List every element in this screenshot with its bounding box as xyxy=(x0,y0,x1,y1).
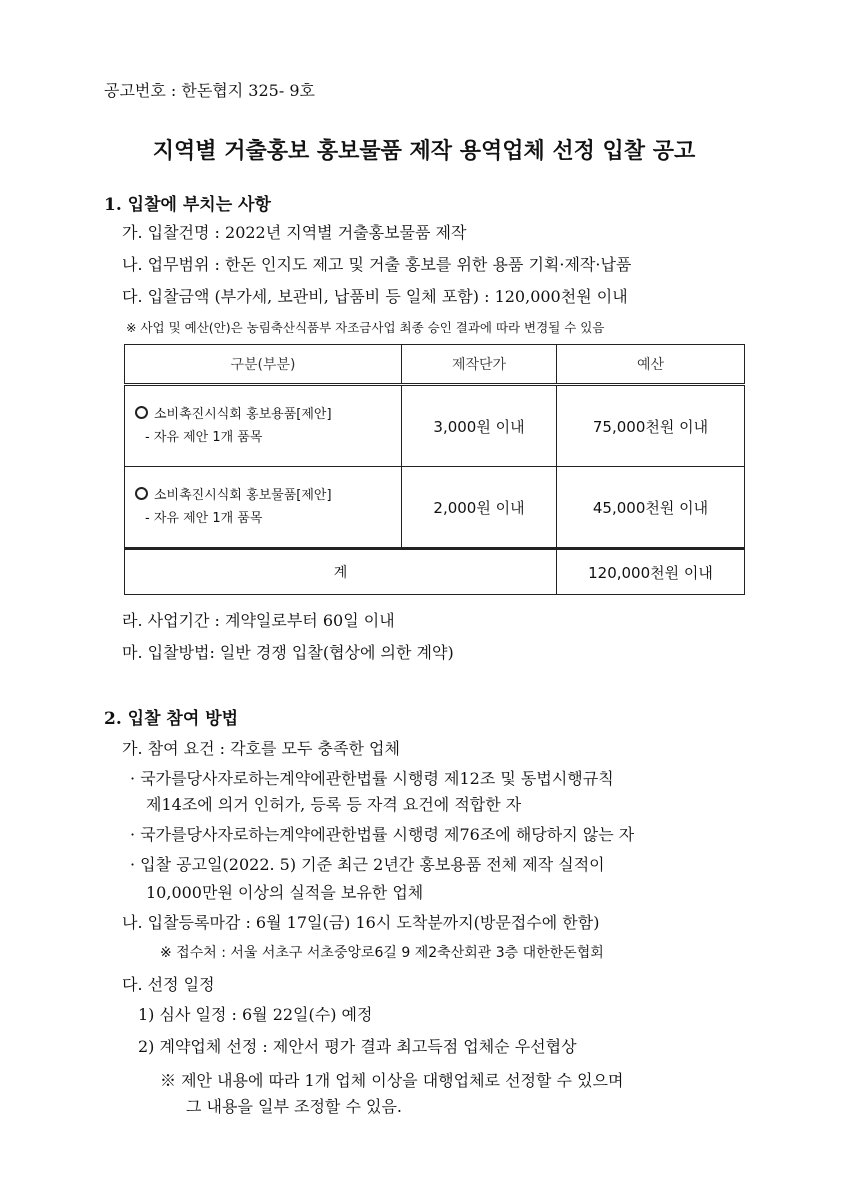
row-unit-price: 2,000원 이내 xyxy=(402,467,557,549)
table-header-row xyxy=(125,345,745,385)
project-period: 라. 사업기간 : 계약일로부터 60일 이내 xyxy=(122,611,395,630)
row-item-cell xyxy=(125,385,402,467)
row-item: 소비촉진시식회 홍보물품[제안] xyxy=(154,488,332,503)
table-row xyxy=(125,385,745,467)
submission-place: ※ 접수처 : 서울 서초구 서초중앙로6길 9 제2축산회관 3층 대한한돈협회 xyxy=(160,945,604,961)
row-subitem: - 자유 제안 1개 품목 xyxy=(145,430,263,445)
notice-number: 공고번호 : 한돈협지 325- 9호 xyxy=(104,81,315,100)
work-scope: 나. 업무범위 : 한돈 인지도 제고 및 거출 홍보를 위한 용품 기획·제작·납품 xyxy=(122,255,632,274)
budget-table xyxy=(124,344,745,595)
col-unit-price: 제작단가 xyxy=(402,345,557,385)
budget-note: ※ 사업 및 예산(안)은 농림축산식품부 자조금사업 최종 승인 결과에 따라 변경될 수 있음 xyxy=(126,320,605,335)
row-budget: 75,000천원 이내 xyxy=(557,385,745,467)
registration-deadline: 나. 입찰등록마감 : 6월 17일(금) 16시 도착분까지(방문접수에 한함) xyxy=(122,913,600,932)
contractor-selection: 2) 계약업체 선정 : 제안서 평가 결과 최고득점 업체순 우선협상 xyxy=(138,1037,577,1056)
row-budget: 45,000천원 이내 xyxy=(557,467,745,549)
circle-bullet-icon xyxy=(135,487,148,500)
circle-bullet-icon xyxy=(135,406,148,419)
col-category: 구분(부분) xyxy=(125,345,402,385)
requirement-3-line-1: · 입찰 공고일(2022. 5) 기준 최근 2년간 홍보용품 전체 제작 실적이 xyxy=(130,855,605,874)
row-item-cell xyxy=(125,467,402,549)
bid-name: 가. 입찰건명 : 2022년 지역별 거출홍보물품 제작 xyxy=(122,223,467,242)
row-subitem: - 자유 제안 1개 품목 xyxy=(145,511,263,526)
requirement-1-line-1: · 국가를당사자로하는계약에관한법률 시행령 제12조 및 동법시행규칙 xyxy=(130,769,614,788)
selection-schedule: 다. 선정 일정 xyxy=(122,975,215,994)
bid-method: 마. 입찰방법: 일반 경쟁 입찰(협상에 의한 계약) xyxy=(122,643,454,662)
selection-note-line-1: ※ 제안 내용에 따라 1개 업체 이상을 대행업체로 선정할 수 있으며 xyxy=(160,1071,624,1090)
selection-note-line-2: 그 내용을 일부 조정할 수 있음. xyxy=(186,1097,402,1116)
section-1-heading: 1. 입찰에 부치는 사항 xyxy=(104,195,271,215)
row-item: 소비촉진시식회 홍보용품[제안] xyxy=(154,407,332,422)
participation-requirements: 가. 참여 요건 : 각호를 모두 충족한 업체 xyxy=(122,739,400,758)
section-2-heading: 2. 입찰 참여 방법 xyxy=(104,709,239,729)
review-schedule: 1) 심사 일정 : 6월 22일(수) 예정 xyxy=(138,1005,373,1024)
bid-amount: 다. 입찰금액 (부가세, 보관비, 납품비 등 일체 포함) : 120,000천원 이내 xyxy=(122,287,628,306)
col-budget: 예산 xyxy=(557,345,745,385)
table-row xyxy=(125,467,745,549)
table-total-row xyxy=(125,549,745,595)
requirement-3-line-2: 10,000만원 이상의 실적을 보유한 업체 xyxy=(146,883,424,902)
row-unit-price: 3,000원 이내 xyxy=(402,385,557,467)
total-label: 계 xyxy=(125,549,557,595)
requirement-1-line-2: 제14조에 의거 인허가, 등록 등 자격 요건에 적합한 자 xyxy=(146,795,522,814)
requirement-2: · 국가를당사자로하는계약에관한법률 시행령 제76조에 해당하지 않는 자 xyxy=(130,825,635,844)
total-value: 120,000천원 이내 xyxy=(557,549,745,595)
document-title: 지역별 거출홍보 홍보물품 제작 용역업체 선정 입찰 공고 xyxy=(152,138,696,164)
